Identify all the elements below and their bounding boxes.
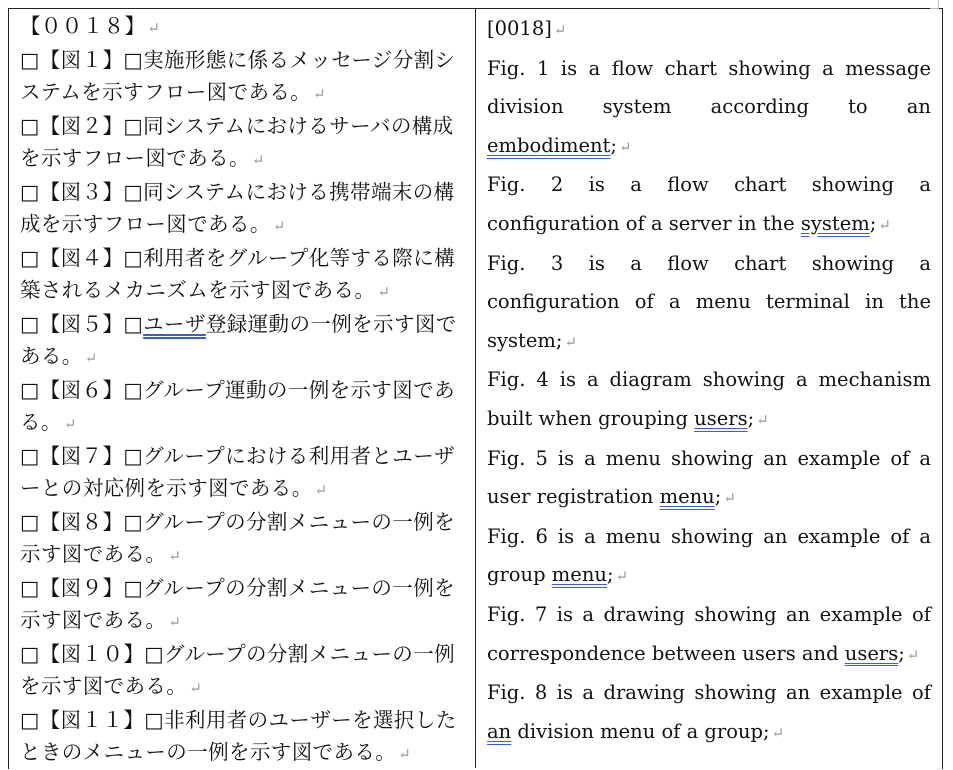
text-segment: □【図１】□実施形態に係るメッセージ分割システムを示すフロー図である。: [20, 48, 456, 104]
text-segment: ;: [898, 641, 905, 665]
left-figure-description: [20, 44, 468, 110]
paragraph-mark: ↵: [251, 151, 265, 169]
spellcheck-underlined-word: ユーザ: [143, 312, 206, 336]
text-segment: □【図１０】□グループの分割メニューの一例を示す図である。: [20, 642, 455, 698]
text-segment: □【図９】□グループの分割メニューの一例を示す図である。: [20, 576, 455, 632]
text-segment: Fig. 1 is a flow chart showing a message division system according to an: [487, 56, 931, 119]
paragraph-mark: ↵: [906, 645, 920, 664]
text-segment: □【図４】□利用者をグループ化等する際に構築されるメカニズムを示す図である。: [20, 246, 455, 302]
paragraph-mark: ↵: [398, 745, 412, 763]
paragraph-mark: ↵: [313, 85, 327, 103]
text-segment: □【図２】□同システムにおけるサーバの構成を示すフロー図である。: [20, 114, 454, 170]
paragraph-mark: ↵: [771, 723, 785, 742]
right-figure-description: [487, 674, 931, 752]
text-segment: Fig. 2 is a flow chart showing a configuration of a server in the: [487, 173, 931, 235]
text-segment: ;: [747, 406, 755, 430]
spellcheck-underlined-word: system: [800, 211, 870, 235]
paragraph-mark: ↵: [189, 679, 203, 697]
left-figure-description: [20, 242, 468, 308]
text-segment: □【図８】□グループの分割メニューの一例を示す図である。: [20, 510, 455, 566]
right-figure-description: [487, 245, 931, 362]
paragraph-mark: ↵: [168, 613, 182, 631]
text-segment: ;: [714, 485, 722, 509]
text-segment: Fig. 3 is a flow chart showing a configuration of a menu terminal in the system;: [487, 251, 931, 352]
paragraph-mark: ↵: [168, 547, 182, 565]
paragraph-mark: ↵: [878, 215, 891, 234]
paragraph-mark: ↵: [564, 332, 578, 351]
left-paragraph-number: 【００１８】 ↵: [20, 14, 161, 38]
left-figure-description: [20, 704, 468, 770]
left-figure-description: [20, 572, 468, 638]
paragraph-mark: ↵: [756, 410, 769, 429]
right-figure-description: [487, 166, 931, 244]
text-segment: □【図３】□同システムにおける携帯端末の構成を示すフロー図である。: [20, 180, 455, 236]
text-segment: □【図５】□: [20, 312, 144, 336]
text-segment: ;: [869, 211, 877, 235]
left-figure-description: [20, 638, 468, 704]
right-figure-description: [487, 50, 931, 167]
text-segment: 登録運動の一例を示す図である。: [20, 312, 457, 368]
text-segment: □【図６】□グループ運動の一例を示す図である。: [20, 378, 455, 434]
text-segment: Fig. 5 is a menu showing an example of a user registration: [487, 446, 931, 509]
left-figure-description: [20, 110, 468, 176]
text-segment: Fig. 7 is a drawing showing an example of correspondence between users and: [487, 602, 931, 665]
paragraph-mark: ↵: [147, 19, 161, 37]
text-segment: □【図１１】□非利用者のユーザーを選択したときのメニューの一例を示す図である。: [20, 708, 457, 764]
paragraph-mark: ↵: [615, 567, 629, 586]
text-segment: ;: [606, 563, 614, 587]
spellcheck-underlined-word: an: [487, 719, 512, 743]
text-segment: Fig. 6 is a menu showing an example of a group: [487, 524, 931, 587]
right-figure-description: [487, 518, 931, 596]
right-figure-description: [487, 440, 931, 518]
text-segment: Fig. 8 is a drawing showing an example of: [487, 681, 931, 705]
text-segment: division menu of a group;: [511, 719, 770, 743]
paragraph-mark: ↵: [314, 481, 328, 499]
paragraph-mark: ↵: [723, 489, 736, 508]
paragraph-mark: ↵: [377, 283, 391, 301]
paragraph-mark: ↵: [553, 21, 567, 39]
paragraph-mark: ↵: [84, 349, 98, 367]
spellcheck-underlined-word: users: [694, 406, 748, 430]
text-segment: □【図７】□グループにおける利用者とユーザーとの対応例を示す図である。: [20, 444, 455, 500]
left-figure-description: [20, 440, 468, 506]
right-figure-description: [487, 596, 931, 674]
spellcheck-underlined-word: menu: [551, 563, 607, 587]
right-figure-description: [487, 361, 931, 439]
spellcheck-underlined-word: embodiment: [487, 133, 611, 157]
left-figure-description: [20, 374, 468, 440]
paragraph-mark: ↵: [618, 137, 632, 156]
page-corner-mark: [930, 0, 939, 9]
japanese-column[interactable]: [20, 10, 468, 770]
spellcheck-underlined-word: menu: [659, 485, 715, 509]
paragraph-mark: ↵: [272, 217, 286, 235]
paragraph-mark: ↵: [63, 415, 77, 433]
column-divider: [475, 8, 476, 768]
right-paragraph-number: [0018] ↵: [487, 17, 567, 40]
text-segment: Fig. 4 is a diagram showing a mechanism built when grouping: [487, 368, 931, 430]
spellcheck-underlined-word: users: [844, 641, 899, 665]
english-column[interactable]: [487, 10, 931, 752]
text-segment: ;: [610, 133, 617, 157]
left-figure-description: [20, 506, 468, 572]
left-figure-description: [20, 176, 468, 242]
left-figure-description: [20, 308, 468, 374]
